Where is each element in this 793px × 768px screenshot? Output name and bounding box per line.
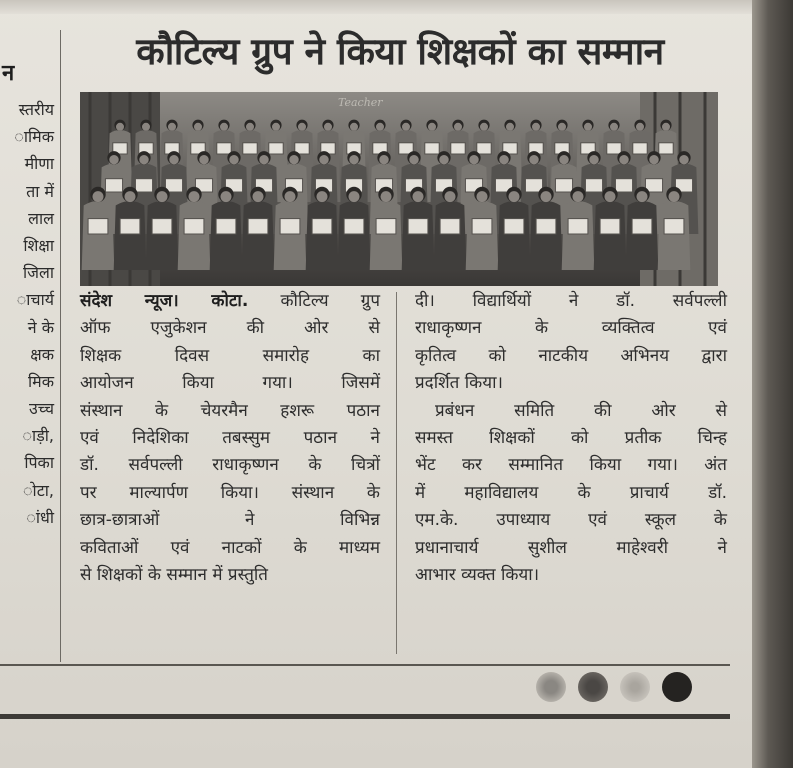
- top-edge: [0, 0, 760, 14]
- body-line: पर माल्यार्पण किया। संस्थान के: [80, 482, 380, 503]
- person-figure: [114, 201, 147, 270]
- adjacent-article-line: जिला: [22, 263, 54, 283]
- adjacent-article-line: ाचार्य: [16, 290, 54, 310]
- adjacent-article-line: शिक्षा: [23, 235, 54, 255]
- body-line: भेंट कर सम्मानित किया गया। अंत: [415, 455, 727, 476]
- dot-ornament: [578, 672, 608, 702]
- person-figure: [306, 201, 339, 270]
- certificate-frame: [472, 219, 492, 234]
- certificate-frame: [312, 219, 332, 234]
- certificate-frame: [568, 219, 588, 234]
- certificate-frame: [425, 143, 439, 154]
- article-headline: कौटिल्य ग्रुप ने किया शिक्षकों का सम्मान: [136, 30, 664, 73]
- certificate-frame: [105, 179, 122, 192]
- person-figure: [242, 201, 275, 270]
- adjacent-article-line: ामिक: [14, 127, 54, 147]
- body-line: कृतित्व को नाटकीय अभिनय द्वारा: [415, 345, 727, 366]
- body-line: छात्र-छात्राओं ने विभिन्न: [80, 510, 380, 531]
- body-line: ऑफ एजुकेशन की ओर से: [80, 318, 380, 339]
- adjacent-article-line: ोटा,: [23, 480, 54, 500]
- group-photo: [80, 92, 718, 286]
- certificate-frame: [88, 219, 108, 234]
- body-line: प्रधानाचार्य सुशील माहेश्वरी ने: [415, 537, 727, 558]
- person-figure: [434, 201, 467, 270]
- decorative-dots: [536, 672, 706, 708]
- certificate-frame: [135, 179, 152, 192]
- certificate-frame: [216, 219, 236, 234]
- certificate-frame: [633, 143, 647, 154]
- dot-ornament: [620, 672, 650, 702]
- person-figure: [338, 201, 371, 270]
- certificate-frame: [248, 219, 268, 234]
- body-line: संस्थान के चेयरमैन हशरू पठान: [80, 400, 380, 421]
- adjacent-article-line: पिका: [24, 453, 54, 473]
- person-figure: [274, 201, 307, 270]
- section-rule-thick: [0, 714, 730, 719]
- adjacent-article-line: मीणा: [24, 154, 54, 174]
- certificate-frame: [600, 219, 620, 234]
- dateline: संदेश न्यूज। कोटा.: [80, 291, 249, 311]
- person-figure: [658, 201, 691, 270]
- adjacent-article-line: लाल: [28, 208, 54, 228]
- body-line: से शिक्षकों के सम्मान में प्रस्तुति: [80, 564, 268, 585]
- certificate-frame: [632, 219, 652, 234]
- certificate-frame: [184, 219, 204, 234]
- body-line: आभार व्यक्त किया।: [415, 564, 540, 585]
- certificate-frame: [120, 219, 140, 234]
- dot-ornament: [662, 672, 692, 702]
- certificate-frame: [152, 219, 172, 234]
- body-line: समस्त शिक्षकों को प्रतीक चिन्ह: [415, 427, 727, 448]
- certificate-frame: [477, 143, 491, 154]
- people-group: [82, 120, 699, 270]
- person-figure: [626, 201, 659, 270]
- photo-banner-text: Teacher: [338, 96, 383, 109]
- certificate-frame: [376, 219, 396, 234]
- article-column-1: [80, 288, 380, 589]
- body-line: शिक्षक दिवस समारोह का: [80, 345, 380, 366]
- certificate-frame: [269, 143, 283, 154]
- certificate-frame: [659, 143, 673, 154]
- adjacent-article-column: [0, 52, 58, 531]
- article-column-2: [415, 288, 727, 589]
- section-rule: [0, 664, 730, 666]
- adjacent-article-lines: [0, 96, 58, 531]
- certificate-frame: [607, 143, 621, 154]
- certificate-frame: [615, 179, 632, 192]
- body-line: आयोजन किया गया। जिसमें: [80, 373, 380, 394]
- adjacent-article-line: ाड़ी,: [22, 426, 54, 446]
- adjacent-article-line: मिक: [27, 371, 54, 391]
- body-line: डॉ. सर्वपल्ली राधाकृष्णन के चित्रों: [80, 455, 380, 476]
- certificate-frame: [243, 143, 257, 154]
- group-photo-image: [80, 92, 718, 286]
- adjacent-article-line: उच्च: [29, 399, 54, 419]
- page-fold-shadow: [752, 0, 793, 768]
- adjacent-article-heading: न: [2, 61, 15, 86]
- certificate-frame: [217, 143, 231, 154]
- certificate-frame: [664, 219, 684, 234]
- certificate-frame: [555, 179, 572, 192]
- person-figure: [498, 201, 531, 270]
- certificate-frame: [408, 219, 428, 234]
- adjacent-article-line: ांधी: [26, 507, 54, 527]
- body-line: कविताओं एवं नाटकों के माध्यम: [80, 537, 380, 558]
- person-figure: [466, 201, 499, 270]
- certificate-frame: [280, 219, 300, 234]
- person-figure: [82, 201, 115, 270]
- column-divider: [60, 30, 61, 662]
- certificate-frame: [504, 219, 524, 234]
- certificate-frame: [585, 179, 602, 192]
- body-line: कौटिल्य ग्रुप: [280, 291, 380, 311]
- column-divider: [396, 292, 397, 654]
- body-line: प्रदर्शित किया।: [415, 373, 503, 394]
- body-line: राधाकृष्णन के व्यक्तित्व एवं: [415, 318, 727, 339]
- person-figure: [530, 201, 563, 270]
- adjacent-article-line: ता में: [26, 181, 54, 201]
- certificate-frame: [536, 219, 556, 234]
- person-figure: [146, 201, 179, 270]
- body-line: दी। विद्यार्थियों ने डॉ. सर्वपल्ली: [415, 291, 727, 311]
- body-line: प्रबंधन समिति की ओर से: [435, 400, 727, 421]
- adjacent-article-line: क्षक: [30, 344, 54, 364]
- certificate-frame: [440, 219, 460, 234]
- adjacent-article-line: ने के: [27, 317, 54, 337]
- body-line: एवं निदेशिका तबस्सुम पठान ने: [80, 427, 380, 448]
- person-figure: [370, 201, 403, 270]
- person-figure: [594, 201, 627, 270]
- adjacent-article-line: स्तरीय: [18, 100, 54, 119]
- person-figure: [402, 201, 435, 270]
- person-figure: [210, 201, 243, 270]
- dot-ornament: [536, 672, 566, 702]
- certificate-frame: [344, 219, 364, 234]
- person-figure: [562, 201, 595, 270]
- body-line: एम.के. उपाध्याय एवं स्कूल के: [415, 510, 727, 531]
- person-figure: [178, 201, 211, 270]
- body-line: में महाविद्यालय के प्राचार्य डॉ.: [415, 482, 727, 503]
- certificate-frame: [451, 143, 465, 154]
